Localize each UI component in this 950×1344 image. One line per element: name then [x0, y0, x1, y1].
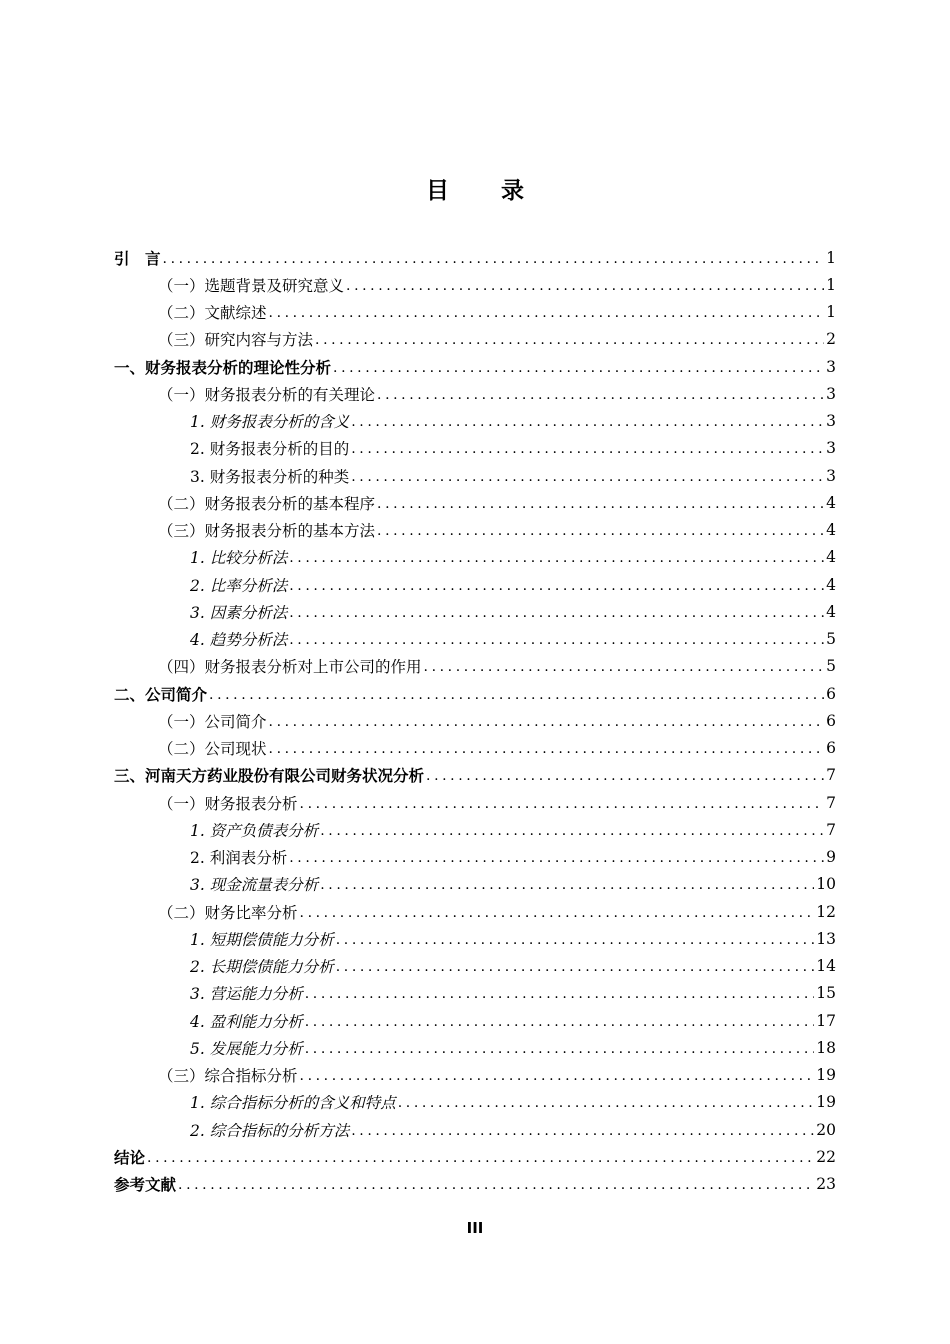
toc-entry[interactable] [114, 980, 836, 1007]
toc-dot-leader [315, 332, 824, 348]
toc-entry[interactable] [114, 598, 836, 625]
toc-entry-label: （四）财务报表分析对上市公司的作用 [158, 658, 422, 677]
toc-entry-label: 1. 短期偿债能力分析 [190, 930, 334, 949]
toc-entry-label: 5. 发展能力分析 [190, 1039, 303, 1058]
toc-entry-label: 2. 综合指标的分析方法 [190, 1121, 350, 1140]
toc-entry[interactable] [114, 353, 836, 380]
toc-dot-leader [163, 251, 825, 267]
toc-entry-page: 6 [826, 739, 836, 758]
toc-dot-leader [351, 441, 824, 457]
toc-dot-leader [333, 360, 824, 376]
toc-entry-page: 4 [826, 521, 836, 540]
toc-entry-label: 4. 盈利能力分析 [190, 1012, 303, 1031]
toc-dot-leader [289, 605, 824, 621]
toc-entry-label: （二）文献综述 [158, 304, 267, 323]
toc-entry[interactable] [114, 244, 836, 271]
toc-dot-leader [320, 823, 824, 839]
toc-entry-label: （三）财务报表分析的基本方法 [158, 522, 376, 541]
table-of-contents [114, 244, 836, 1198]
toc-entry-page: 3 [826, 439, 836, 458]
toc-entry-label: 1. 资产负债表分析 [190, 821, 319, 840]
toc-entry-page: 4 [826, 575, 836, 594]
toc-entry[interactable] [114, 1034, 836, 1061]
toc-entry[interactable] [114, 1143, 836, 1170]
toc-entry-page: 4 [826, 602, 836, 621]
toc-entry-label: （一）公司简介 [158, 712, 267, 731]
toc-dot-leader [424, 659, 825, 675]
toc-entry[interactable] [114, 1062, 836, 1089]
toc-entry-label: （三）综合指标分析 [158, 1067, 298, 1086]
toc-entry-page: 6 [826, 711, 836, 730]
toc-entry-label: 二、公司简介 [114, 685, 208, 704]
toc-entry[interactable] [114, 626, 836, 653]
toc-entry-label: 2. 财务报表分析的目的 [190, 440, 350, 459]
toc-entry-label: 引 言 [114, 249, 161, 268]
toc-dot-leader [305, 1041, 815, 1057]
toc-dot-leader [351, 469, 824, 485]
toc-entry[interactable] [114, 707, 836, 734]
toc-entry-label: （三）研究内容与方法 [158, 331, 314, 350]
toc-entry-page: 13 [816, 929, 836, 948]
toc-dot-leader [377, 496, 824, 512]
toc-entry[interactable] [114, 571, 836, 598]
toc-entry-label: 2. 比率分析法 [190, 576, 288, 595]
toc-dot-leader [300, 1068, 815, 1084]
toc-entry-page: 1 [826, 303, 836, 322]
toc-dot-leader [269, 741, 825, 757]
toc-entry-label: 3. 因素分析法 [190, 603, 288, 622]
toc-entry[interactable] [114, 762, 836, 789]
toc-entry-page: 6 [826, 684, 836, 703]
toc-dot-leader [377, 387, 824, 403]
toc-dot-leader [336, 959, 815, 975]
toc-entry-page: 18 [816, 1038, 836, 1057]
toc-entry-label: 三、河南天方药业股份有限公司财务状况分析 [114, 767, 425, 786]
toc-dot-leader [346, 278, 824, 294]
toc-entry-page: 5 [826, 657, 836, 676]
toc-entry[interactable] [114, 435, 836, 462]
toc-entry[interactable] [114, 653, 836, 680]
toc-entry-page: 23 [816, 1175, 836, 1194]
toc-entry[interactable] [114, 898, 836, 925]
toc-entry-label: （二）财务比率分析 [158, 903, 298, 922]
toc-entry-page: 19 [816, 1066, 836, 1085]
toc-entry[interactable] [114, 462, 836, 489]
toc-dot-leader [300, 796, 825, 812]
toc-dot-leader [305, 1014, 815, 1030]
toc-entry-label: 一、财务报表分析的理论性分析 [114, 358, 332, 377]
toc-entry-label: （二）公司现状 [158, 740, 267, 759]
toc-dot-leader [398, 1095, 815, 1111]
toc-entry-page: 22 [816, 1147, 836, 1166]
toc-entry[interactable] [114, 1089, 836, 1116]
toc-entry-page: 2 [826, 330, 836, 349]
toc-entry-label: 1. 比较分析法 [190, 549, 288, 568]
toc-entry[interactable] [114, 408, 836, 435]
toc-entry-label: 3. 营运能力分析 [190, 985, 303, 1004]
toc-entry[interactable] [114, 1007, 836, 1034]
toc-entry-page: 5 [826, 630, 836, 649]
toc-dot-leader [426, 768, 824, 784]
toc-entry[interactable] [114, 271, 836, 298]
toc-dot-leader [269, 305, 825, 321]
toc-entry[interactable] [114, 299, 836, 326]
toc-entry-label: 1. 综合指标分析的含义和特点 [190, 1094, 396, 1113]
toc-entry-label: （二）财务报表分析的基本程序 [158, 494, 376, 513]
toc-entry-label: （一）选题背景及研究意义 [158, 276, 345, 295]
toc-dot-leader [377, 523, 824, 539]
toc-entry[interactable] [114, 544, 836, 571]
toc-entry-page: 14 [816, 957, 836, 976]
toc-entry-label: 3. 财务报表分析的种类 [190, 467, 350, 486]
toc-dot-leader [320, 877, 814, 893]
toc-entry[interactable] [114, 871, 836, 898]
toc-dot-leader [289, 850, 824, 866]
toc-entry[interactable] [114, 925, 836, 952]
toc-entry-label: 3. 现金流量表分析 [190, 876, 319, 895]
toc-entry-page: 4 [826, 548, 836, 567]
page-number: III [466, 1219, 484, 1237]
page-title: 目 录 [425, 178, 546, 204]
toc-entry-page: 19 [816, 1093, 836, 1112]
toc-entry-page: 3 [826, 357, 836, 376]
toc-entry-page: 7 [826, 766, 836, 785]
toc-dot-leader [289, 632, 824, 648]
toc-entry-page: 20 [816, 1120, 836, 1139]
toc-entry-page: 4 [826, 493, 836, 512]
toc-dot-leader [336, 932, 815, 948]
toc-entry[interactable] [114, 1116, 836, 1143]
toc-dot-leader [147, 1150, 814, 1166]
toc-entry-label: 1. 财务报表分析的含义 [190, 413, 350, 432]
toc-entry-page: 7 [826, 820, 836, 839]
toc-entry-page: 3 [826, 466, 836, 485]
toc-entry[interactable] [114, 735, 836, 762]
toc-entry[interactable] [114, 326, 836, 353]
toc-entry-page: 12 [816, 902, 836, 921]
toc-entry-label: （一）财务报表分析 [158, 794, 298, 813]
toc-entry[interactable] [114, 680, 836, 707]
toc-entry-label: 2. 利润表分析 [190, 849, 288, 868]
toc-entry-label: 4. 趋势分析法 [190, 631, 288, 650]
toc-dot-leader [300, 905, 815, 921]
toc-dot-leader [209, 687, 824, 703]
toc-entry-page: 3 [826, 384, 836, 403]
toc-entry[interactable] [114, 517, 836, 544]
toc-entry-page: 9 [826, 848, 836, 867]
toc-entry-page: 1 [826, 248, 836, 267]
toc-entry-page: 7 [826, 793, 836, 812]
toc-entry[interactable] [114, 816, 836, 843]
toc-entry[interactable] [114, 1171, 836, 1198]
toc-entry[interactable] [114, 953, 836, 980]
toc-entry-page: 15 [816, 984, 836, 1003]
toc-entry-page: 17 [816, 1011, 836, 1030]
toc-dot-leader [351, 414, 824, 430]
toc-entry-label: 结论 [114, 1148, 146, 1167]
toc-entry[interactable] [114, 489, 836, 516]
toc-entry-label: 2. 长期偿债能力分析 [190, 958, 334, 977]
toc-entry-label: （一）财务报表分析的有关理论 [158, 385, 376, 404]
toc-dot-leader [289, 578, 824, 594]
toc-entry-page: 1 [826, 275, 836, 294]
toc-dot-leader [305, 986, 815, 1002]
toc-dot-leader [178, 1177, 814, 1193]
toc-entry-page: 10 [816, 875, 836, 894]
toc-dot-leader [351, 1123, 814, 1139]
toc-dot-leader [289, 550, 824, 566]
toc-entry[interactable] [114, 380, 836, 407]
toc-entry-label: 参考文献 [114, 1176, 177, 1195]
toc-entry-page: 3 [826, 412, 836, 431]
toc-entry[interactable] [114, 844, 836, 871]
toc-dot-leader [269, 714, 825, 730]
toc-entry[interactable] [114, 789, 836, 816]
